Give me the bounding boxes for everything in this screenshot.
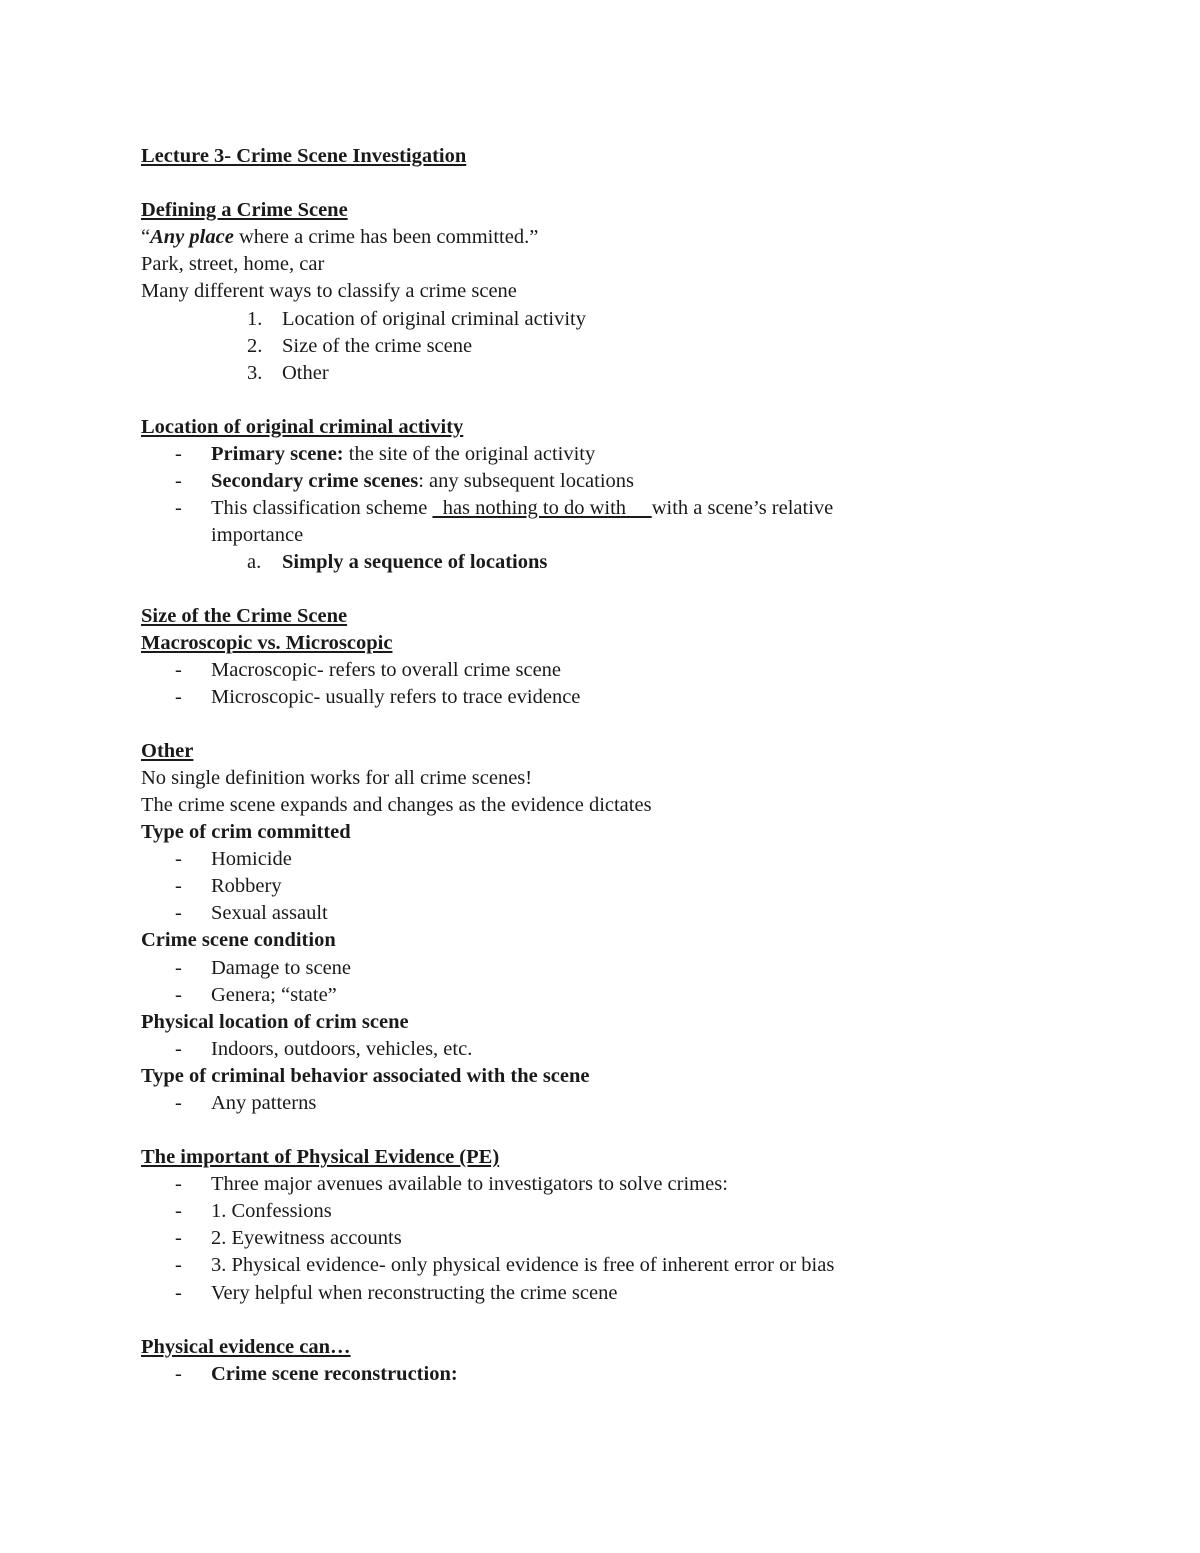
section-heading-physical-evidence: The important of Physical Evidence (PE) — [141, 1146, 500, 1168]
quote-emphasis: Any place — [150, 226, 234, 248]
bullet-dash: - — [175, 1038, 182, 1060]
section-heading-size: Size of the Crime Scene — [141, 605, 348, 627]
bullet-text: Homicide — [211, 848, 292, 870]
bullet-text — [211, 441, 595, 468]
bullet-post: with a scene’s relative — [651, 497, 834, 519]
bullet-text: 1. Confessions — [211, 1200, 332, 1222]
bullet-dash: - — [175, 1363, 182, 1385]
bullet-text: Three major avenues available to investigators to solve crimes: — [211, 1173, 728, 1195]
bullet-text: Crime scene reconstruction: — [211, 1363, 458, 1385]
group-title: Physical location of crim scene — [141, 1011, 409, 1033]
bullet-dash: - — [175, 1173, 182, 1195]
page-title: Lecture 3- Crime Scene Investigation — [141, 145, 467, 167]
examples-line: Park, street, home, car — [141, 253, 325, 275]
group-title: Type of criminal behavior associated with the scene — [141, 1065, 590, 1087]
fill-in-blank: has nothing to do with — [432, 497, 652, 519]
bullet-text: Microscopic- usually refers to trace evidence — [211, 686, 581, 708]
bullet-dash: - — [175, 659, 182, 681]
item-text: Location of original criminal activity — [282, 308, 586, 330]
paragraph-line: The crime scene expands and changes as the evidence dictates — [141, 794, 652, 816]
quote-rest: where a crime has been committed.” — [233, 226, 539, 248]
section-heading-evidence-can: Physical evidence can… — [141, 1336, 351, 1358]
bullet-dash: - — [175, 875, 182, 897]
item-text: Simply a sequence of locations — [282, 551, 548, 573]
bullet-text: Macroscopic- refers to overall crime scene — [211, 659, 562, 681]
bullet-text: 3. Physical evidence- only physical evidence is free of inherent error or bias — [211, 1254, 835, 1276]
item-text: Size of the crime scene — [282, 335, 473, 357]
bullet-text: Damage to scene — [211, 957, 352, 979]
bullet-text: Indoors, outdoors, vehicles, etc. — [211, 1038, 473, 1060]
bullet-text — [211, 468, 634, 495]
subheading-macro-micro: Macroscopic vs. Microscopic — [141, 632, 393, 654]
bullet-dash: - — [175, 1092, 182, 1114]
bullet-dash: - — [175, 1227, 182, 1249]
group-title: Type of crim committed — [141, 821, 351, 843]
item-number: 3. — [247, 362, 263, 384]
bullet-dash: - — [175, 470, 182, 492]
item-letter: a. — [247, 551, 262, 573]
bullet-text: Very helpful when reconstructing the crime scene — [211, 1282, 618, 1304]
bullet-dash: - — [175, 686, 182, 708]
bullet-bold-term: Primary scene: — [211, 443, 344, 465]
bullet-dash: - — [175, 497, 182, 519]
bullet-text — [211, 495, 833, 522]
paragraph-line: No single definition works for all crime scenes! — [141, 767, 533, 789]
bullet-continuation: importance — [211, 524, 304, 546]
bullet-text: 2. Eyewitness accounts — [211, 1227, 402, 1249]
bullet-dash: - — [175, 443, 182, 465]
bullet-dash: - — [175, 1200, 182, 1222]
bullet-text: Sexual assault — [211, 902, 328, 924]
bullet-dash: - — [175, 1254, 182, 1276]
group-title: Crime scene condition — [141, 929, 336, 951]
bullet-text: Robbery — [211, 875, 282, 897]
item-number: 2. — [247, 335, 263, 357]
classify-line: Many different ways to classify a crime scene — [141, 280, 517, 302]
section-heading-defining: Defining a Crime Scene — [141, 199, 348, 221]
bullet-dash: - — [175, 848, 182, 870]
bullet-rest: the site of the original activity — [343, 443, 596, 465]
bullet-bold-term: Secondary crime scenes — [211, 470, 419, 492]
quote-open: “ — [141, 226, 151, 248]
bullet-dash: - — [175, 1282, 182, 1304]
item-number: 1. — [247, 308, 263, 330]
item-text: Other — [282, 362, 329, 384]
bullet-rest: : any subsequent locations — [418, 470, 635, 492]
section-heading-location: Location of original criminal activity — [141, 416, 464, 438]
definition-quote — [141, 224, 538, 251]
bullet-dash: - — [175, 984, 182, 1006]
section-heading-other: Other — [141, 740, 194, 762]
bullet-text: Any patterns — [211, 1092, 317, 1114]
bullet-pre: This classification scheme — [211, 497, 433, 519]
bullet-dash: - — [175, 902, 182, 924]
bullet-dash: - — [175, 957, 182, 979]
bullet-text: Genera; “state” — [211, 984, 337, 1006]
